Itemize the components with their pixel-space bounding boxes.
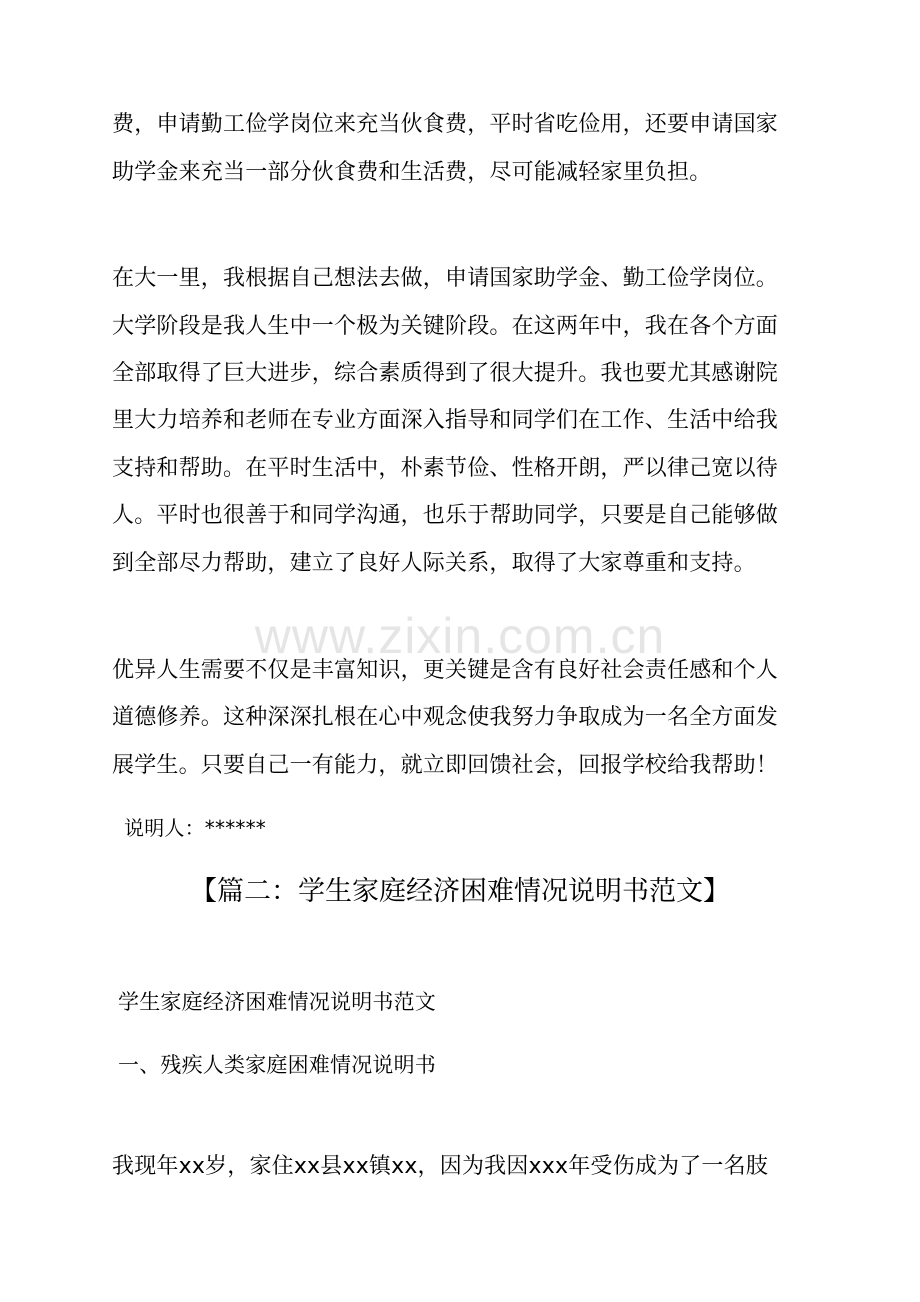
paragraph-line: 道德修养。这种深深扎根在心中观念使我努力争取成为一名全方面发 [112, 705, 779, 730]
paragraph-line: 助学金来充当一部分伙食费和生活费，尽可能减轻家里负担。 [112, 160, 712, 185]
paragraph-line: 我现年xx岁，家住xx县xx镇xx，因为我因xxx年受伤成为了一名肢 [112, 1154, 769, 1179]
paragraph-line: 到全部尽力帮助，建立了良好人际关系，取得了大家尊重和支持。 [112, 551, 756, 576]
paragraph-line: 优异人生需要不仅是丰富知识，更关键是含有良好社会责任感和个人 [112, 658, 779, 683]
subheading: 一、残疾人类家庭困难情况说明书 [118, 1053, 436, 1077]
paragraph-line: 大学阶段是我人生中一个极为关键阶段。在这两年中，我在各个方面 [112, 314, 779, 339]
section-title: 【篇二：学生家庭经济困难情况说明书范文】 [190, 876, 730, 907]
paragraph-line: 展学生。只要自己一有能力，就立即回馈社会，回报学校给我帮助！ [112, 753, 779, 778]
paragraph-line: 支持和帮助。在平时生活中，朴素节俭、性格开朗，严以律己宽以待 [112, 456, 779, 481]
paragraph-line: 人。平时也很善于和同学沟通，也乐于帮助同学，只要是自己能够做 [112, 503, 779, 528]
paragraph-line: 费，申请勤工俭学岗位来充当伙食费，平时省吃俭用，还要申请国家 [112, 112, 779, 137]
paragraph-line: 里大力培养和老师在专业方面深入指导和同学们在工作、生活中给我 [112, 408, 779, 433]
paragraph-line: 全部取得了巨大进步，综合素质得到了很大提升。我也要尤其感谢院 [112, 361, 779, 386]
subheading: 学生家庭经济困难情况说明书范文 [118, 990, 436, 1014]
signature-line: 说明人：****** [124, 816, 266, 840]
watermark-text: www.zixin.com.cn [254, 608, 666, 664]
paragraph-line: 在大一里，我根据自己想法去做，申请国家助学金、勤工俭学岗位。 [112, 266, 779, 291]
